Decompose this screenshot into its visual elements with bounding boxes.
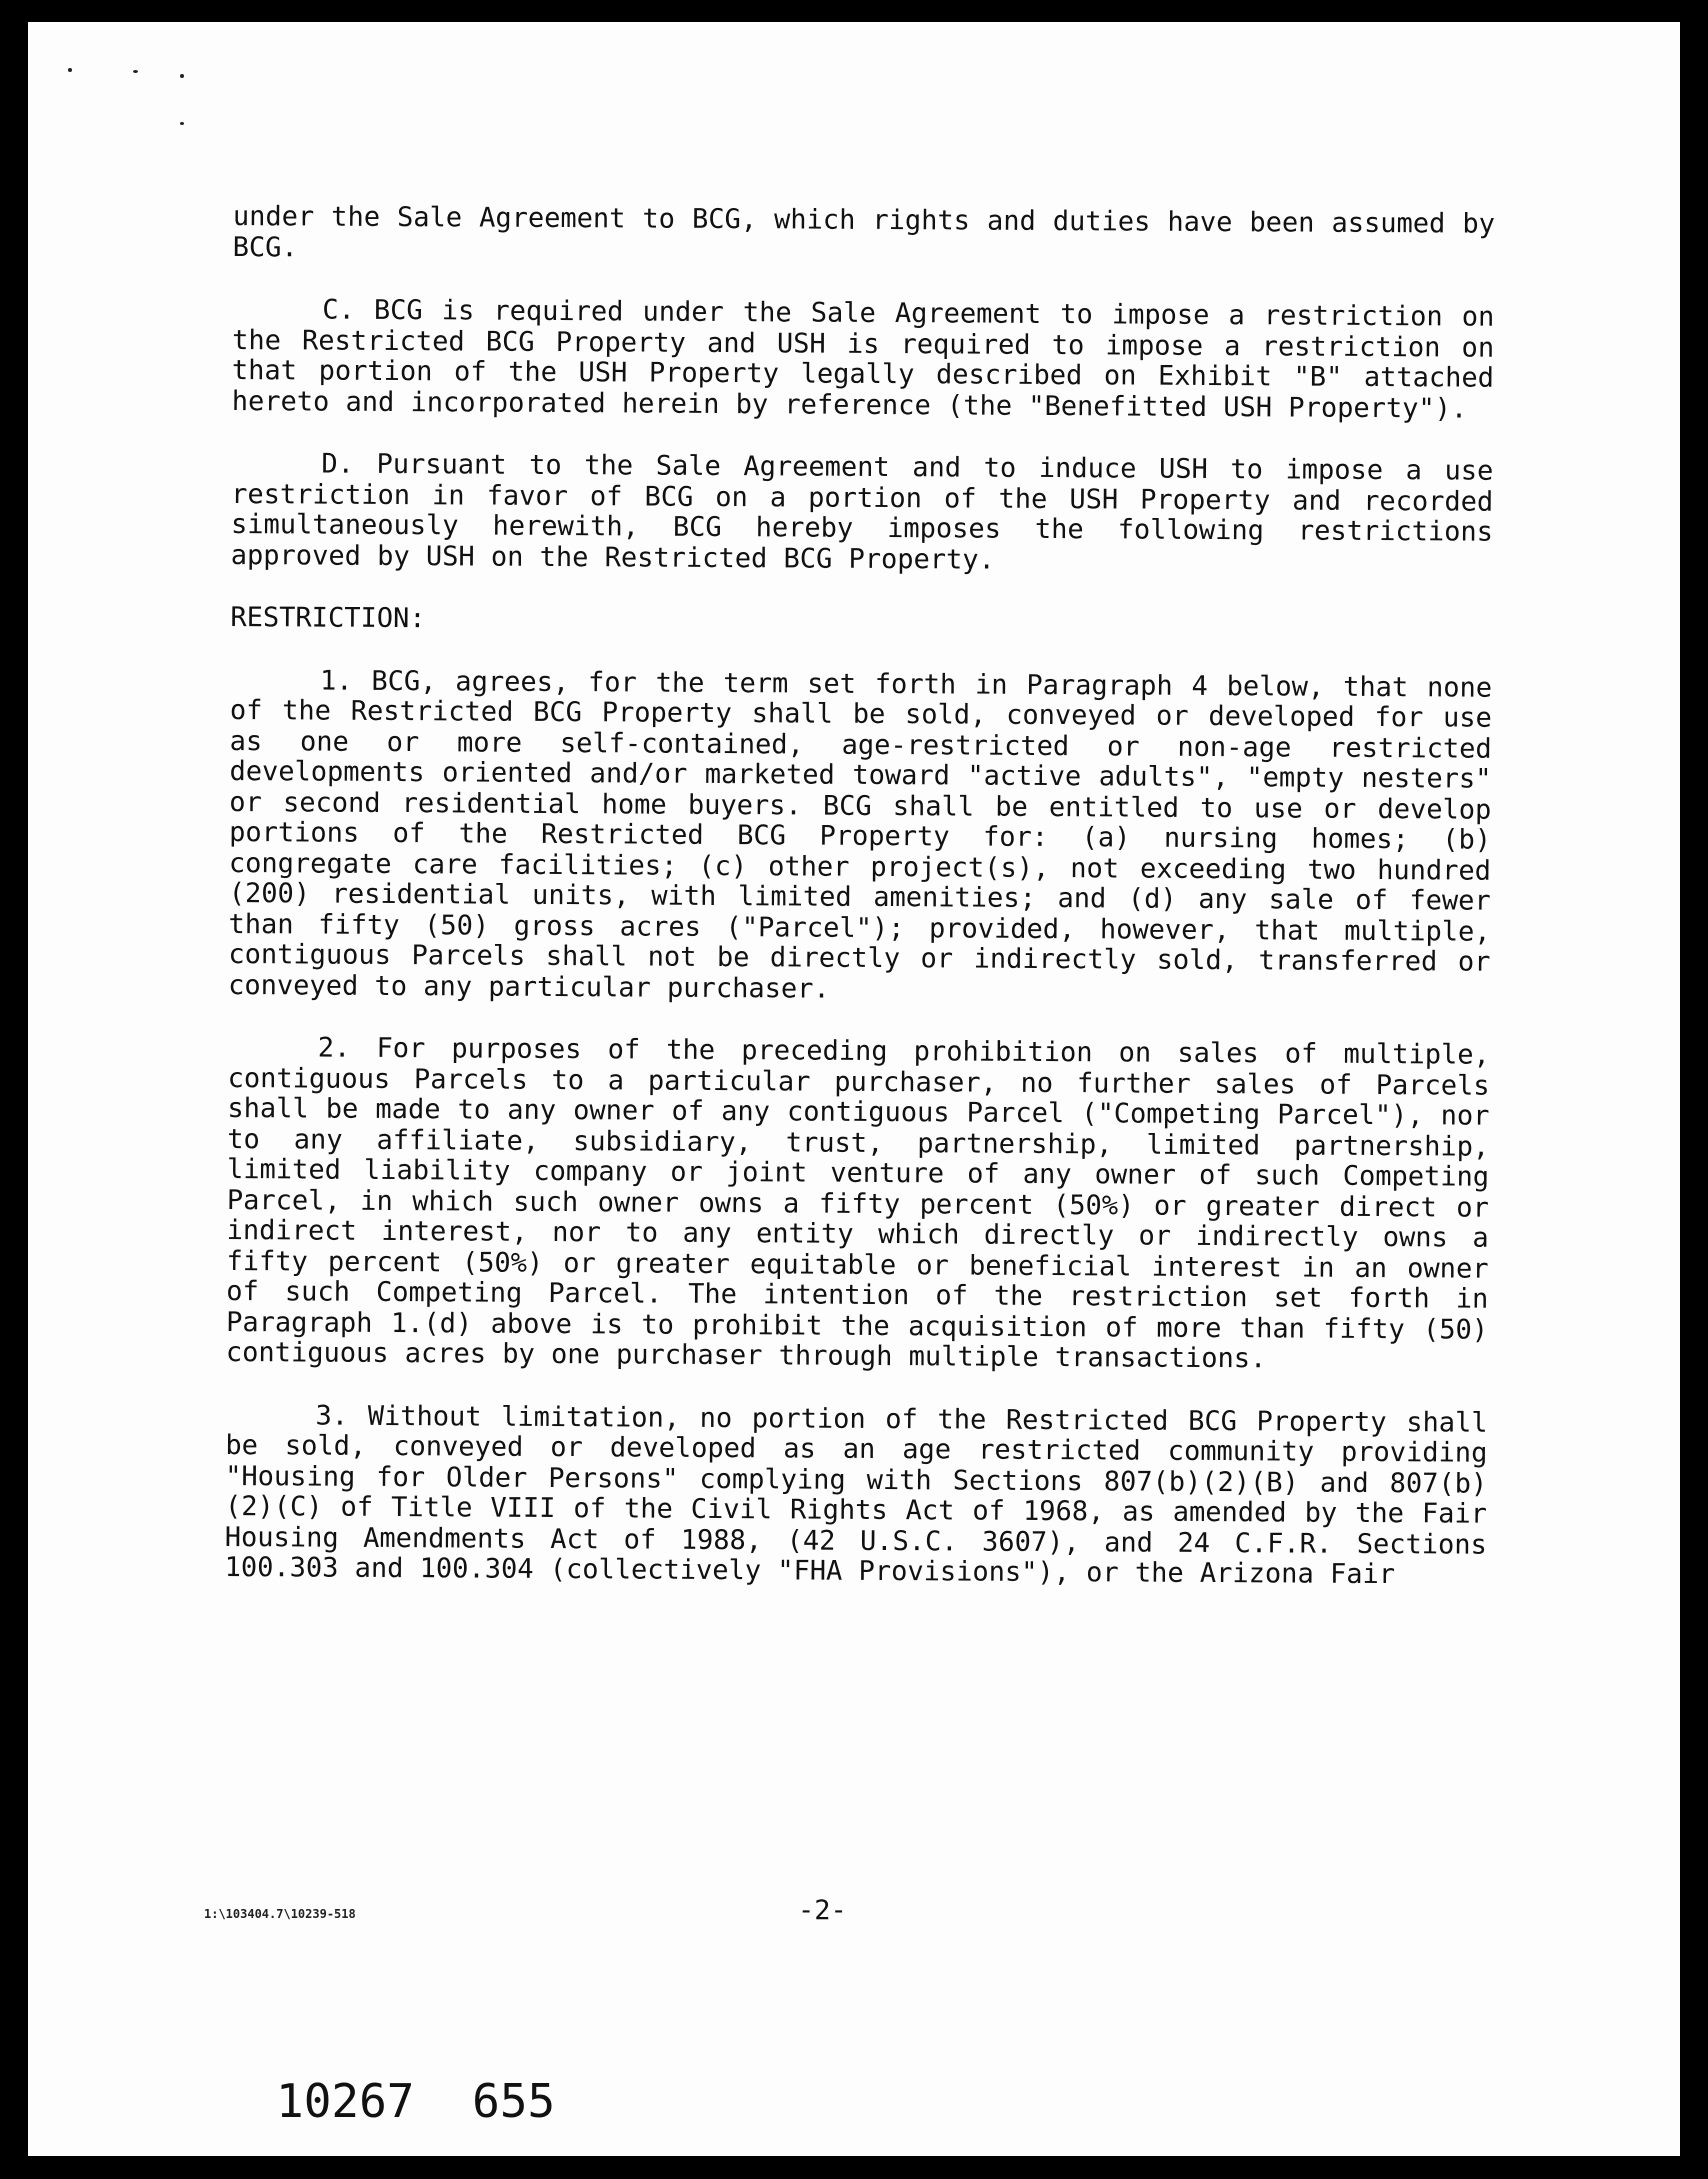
section-heading: RESTRICTION: [230, 601, 426, 635]
paragraph-intro: under the Sale Agreement to BCG, which rights and duties have been assumed by BCG. [232, 201, 1495, 263]
scan-speck [133, 70, 138, 73]
scan-speck [180, 74, 184, 78]
footer-file-code: 1:\103404.7\10239-518 [204, 1907, 356, 1921]
restriction-section-3: 3. Without limitation, no portion of the Restricted BCG Property shall be sold, conveyed or developed as an age restricted community providing "Housing for Older Persons" complying with Sections 807(b)(2)(B) and 807(b)(2)(C) of Title VIII of the Civil Rights Act of 1968, as amended by the Fair Housing Amendments Act of 1988, (42 U.S.C. 3607), and 24 C.F.R. Sections 100.303 and 100.304 (collectively "FHA Provisions"), or the Arizona Fair [224, 1400, 1488, 1591]
page-number: -2- [798, 1895, 847, 1926]
scan-speck [180, 122, 184, 125]
document-page [28, 22, 1680, 2156]
restriction-section-1: 1. BCG, agrees, for the term set forth in Paragraph 4 below, that none of the Restricted BCG Property shall be sold, conveyed or developed for use as one or more self-contained, age-restricted or non-age restricted developments oriented and/or marketed toward "active adults", "empty nesters" or second residential home buyers. BCG shall be entitled to use or develop portions of the Restricted BCG Property for: (a) nursing homes; (b) congregate care facilities; (c) other project(s), not exceeding two hundred (200) residential units, with limited amenities; and (d) any sale of fewer than fifty (50) gross acres ("Parcel"); provided, however, that multiple, contiguous Parcels shall not be directly or indirectly sold, transferred or conveyed to any particular purchaser. [228, 665, 1493, 1005]
restriction-section-2: 2. For purposes of the preceding prohibition on sales of multiple, contiguous Parcels to a particular purchaser, no further sales of Parcels shall be made to any owner of any contiguous Parcel ("Competing Parcel"), nor to any affiliate, subsidiary, trust, partnership, limited partnership, limited liability company or joint venture of any owner of such Competing Parcel, in which such owner owns a fifty percent (50%) or greater direct or indirect interest, nor to any entity which directly or indirectly owns a fifty percent (50%) or greater equitable or beneficial interest in an owner of such Competing Parcel. The intention of the restriction set forth in Paragraph 1.(d) above is to prohibit the acquisition of more than fifty (50) contiguous acres by one purchaser through multiple transactions. [225, 1032, 1490, 1375]
paragraph-recital-d: D. Pursuant to the Sale Agreement and to induce USH to impose a use restriction in favor of BCG on a portion of the USH Property and recorded simultaneously herewith, BCG hereby imposes the following restrictions approved by USH on the Restricted BCG Property. [230, 448, 1494, 576]
recording-number: 10267 655 [276, 2074, 556, 2128]
paragraph-recital-c: C. BCG is required under the Sale Agreement to impose a restriction on the Restricted BCG Property and USH is required to impose a restriction on that portion of the USH Property legally described on Exhibit "B" attached hereto and incorporated herein by reference (the "Benefitted USH Property"). [231, 294, 1495, 425]
scan-speck [68, 68, 72, 72]
document-body [224, 202, 1495, 1623]
